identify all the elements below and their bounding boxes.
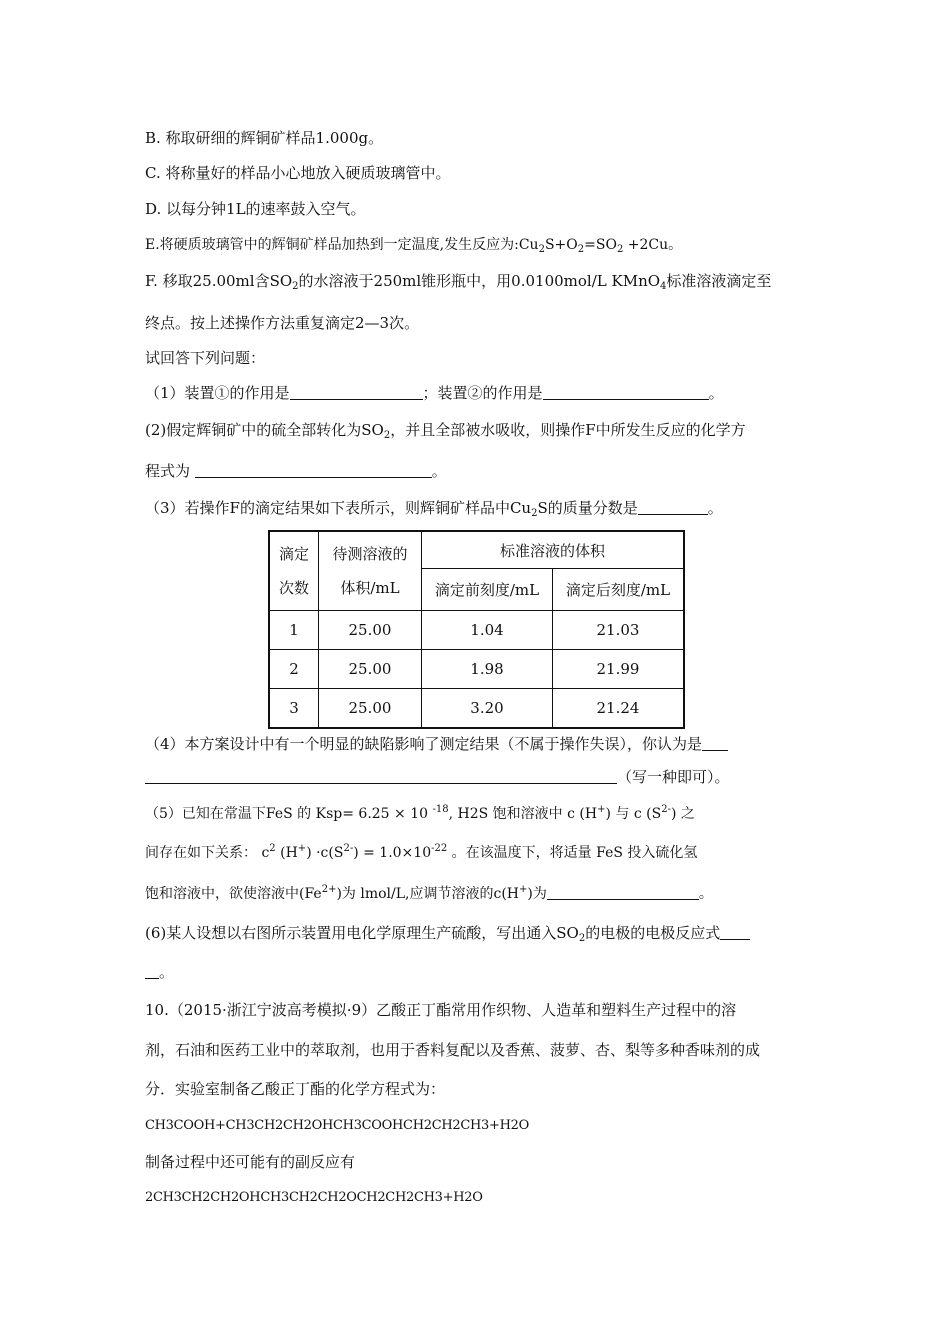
cell-after: 21.99 [553, 650, 685, 689]
question-6-line1: (6)某人设想以右图所示装置用电化学原理生产硫酸，写出通入$SO_2$的电极的电极反应式 [145, 923, 750, 943]
answer-blank[interactable] [720, 924, 750, 940]
header-after: 滴定后刻度/mL [553, 569, 685, 611]
header-before: 滴定前刻度/mL [422, 569, 553, 611]
header-trial: 滴定 次数 [269, 531, 319, 611]
table-row [269, 689, 684, 729]
step-d: D. 以每分钟1L的速率鼓入空气。 [145, 200, 366, 218]
step-b: B. 称取研细的辉铜矿样品1.000g。 [145, 129, 384, 147]
step-f-line1: F. 移取25.00ml含$SO_2$的水溶液于250ml锥形瓶中，用0.0100mol/L KMnO$_4$标准溶液滴定至 [145, 272, 772, 292]
cell-after: 21.03 [553, 611, 685, 650]
question-5-line1: （5）已知在常温下FeS 的 Ksp= 6.25 × 10 $^{-18}$, H2S 饱和溶液中 c (H+) 与 c $(S^{2-})$ 之 [145, 804, 695, 822]
header-sample-volume: 待测溶液的 体积/mL [319, 531, 422, 611]
question-10-line1: 10.（2015·浙江宁波高考模拟·9）乙酸正丁酯常用作织物、人造革和塑料生产过程中的溶 [145, 1001, 737, 1019]
question-1: （1）装置①的作用是 ；装置②的作用是 。 [145, 384, 724, 402]
header-standard-volume: 标准溶液的体积 [422, 531, 685, 569]
cell-before: 1.04 [422, 611, 553, 650]
cell-volume: 25.00 [319, 650, 422, 689]
question-10-line3: 分．实验室制备乙酸正丁酯的化学方程式为： [145, 1080, 446, 1098]
step-e: E.将硬质玻璃管中的辉铜矿样品加热到一定温度,发生反应为$:Cu_2S+O_2=SO_2 +2Cu$。 [145, 237, 683, 255]
question-4-line2: （写一种即可）。 [145, 767, 730, 787]
cell-trial: 1 [269, 611, 319, 650]
question-2-line1: (2)假定辉铜矿中的硫全部转化为$SO_2$，并且全部被水吸收，则操作F中所发生反应的化学方 [145, 421, 746, 441]
titration-table [268, 530, 685, 729]
question-5-line3: 饱和溶液中，欲使溶液中$(Fe^{2+})$为 lmol/L,应调节溶液的c(H+)为 。 [145, 884, 713, 902]
step-c: C. 将称量好的样品小心地放入硬质玻璃管中。 [145, 164, 451, 182]
cell-trial: 2 [269, 650, 319, 689]
questions-intro: 试回答下列问题： [145, 349, 266, 367]
answer-blank[interactable] [145, 768, 617, 784]
question-3: （3）若操作F的滴定结果如下表所示，则辉铜矿样品中$Cu_2S$的质量分数是 。 [145, 499, 723, 519]
cell-trial: 3 [269, 689, 319, 729]
reaction-equation-2: 2CH3CH2CH2OHCH3CH2CH2OCH2CH2CH3+H2O [145, 1190, 483, 1205]
table-row [269, 611, 684, 650]
question-10-line2: 剂，石油和医药工业中的萃取剂，也用于香料复配以及香蕉、菠萝、杏、梨等多种香味剂的成 [145, 1041, 761, 1059]
step-f-line2: 终点。按上述操作方法重复滴定2—3次。 [145, 314, 420, 332]
side-reaction-heading: 制备过程中还可能有的副反应有 [145, 1153, 356, 1171]
answer-blank[interactable] [195, 462, 432, 478]
answer-blank[interactable] [638, 499, 708, 515]
cell-before: 1.98 [422, 650, 553, 689]
cell-before: 3.20 [422, 689, 553, 729]
reaction-equation-1: CH3COOH+CH3CH2CH2OHCH3COOHCH2CH2CH3+H2O [145, 1118, 529, 1133]
cell-volume: 25.00 [319, 689, 422, 729]
question-2-line2: 程式为 。 [145, 462, 447, 480]
answer-blank[interactable] [702, 735, 728, 751]
answer-blank[interactable] [543, 384, 709, 400]
cell-after: 21.24 [553, 689, 685, 729]
answer-blank[interactable] [290, 384, 423, 400]
table-row [269, 650, 684, 689]
cell-volume: 25.00 [319, 611, 422, 650]
question-4-line1: （4）本方案设计中有一个明显的缺陷影响了测定结果（不属于操作失误），你认为是 [145, 734, 728, 754]
question-5-line2: 间存在如下关系： $c^2$ $(H^+) \cdot c(S^{2-}) = 1.0\times 10^{-22}$ 。在该温度下，将适量 FeS 投入硫化氢 [145, 843, 698, 861]
question-6-line2: 。 [145, 962, 174, 982]
answer-blank[interactable] [145, 963, 159, 979]
answer-blank[interactable] [547, 884, 699, 900]
